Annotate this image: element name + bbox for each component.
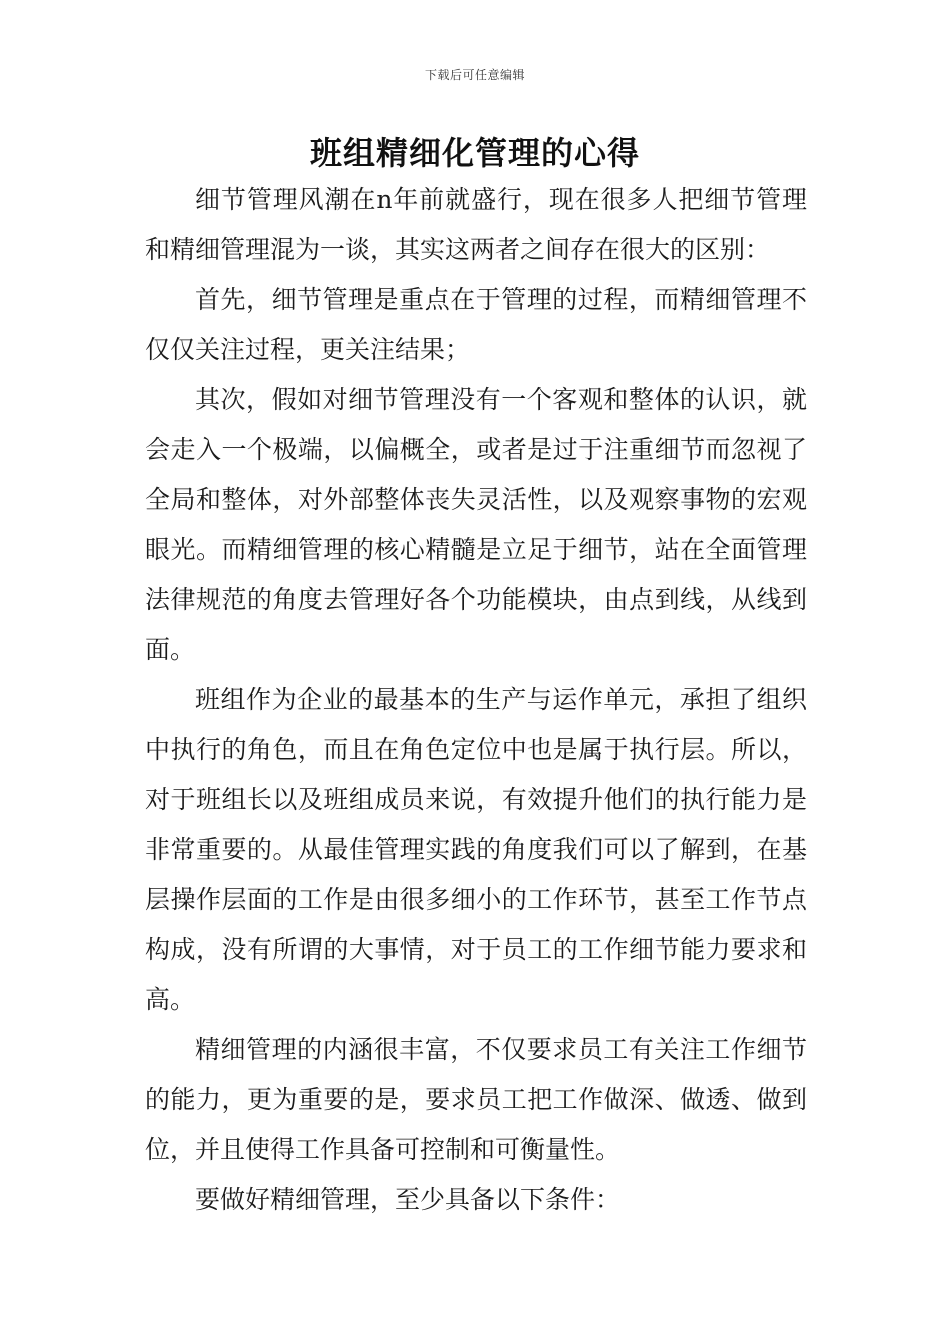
document-title: 班组精细化管理的心得 bbox=[309, 134, 640, 172]
paragraph-2: 首先，细节管理是重点在于管理的过程，而精细管理不仅仅关注过程，更关注结果； bbox=[145, 285, 807, 364]
header-note: 下载后可任意编辑 bbox=[424, 68, 525, 82]
paragraph-3: 其次，假如对细节管理没有一个客观和整体的认识，就会走入一个极端，以偏概全，或者是过于注重细节而忽视了全局和整体，对外部整体丧失灵活性，以及观察事物的宏观眼光。而精细管理的核心精髓是立足于细节，站在全面管理法律规范的角度去管理好各个功能模块，由点到线，从线到面。 bbox=[145, 385, 807, 664]
paragraph-6: 要做好精细管理，至少具备以下条件： bbox=[195, 1185, 621, 1214]
document-body bbox=[145, 175, 807, 1225]
paragraph-1: 细节管理风潮在n年前就盛行，现在很多人把细节管理和精细管理混为一谈，其实这两者之间存在很大的区别： bbox=[145, 185, 807, 264]
paragraph-4: 班组作为企业的最基本的生产与运作单元，承担了组织中执行的角色，而且在角色定位中也是属于执行层。所以，对于班组长以及班组成员来说，有效提升他们的执行能力是非常重要的。从最佳管理实践的角度我们可以了解到，在基层操作层面的工作是由很多细小的工作环节，甚至工作节点构成，没有所谓的大事情，对于员工的工作细节能力要求和高。 bbox=[145, 685, 807, 1014]
paragraph-5: 精细管理的内涵很丰富，不仅要求员工有关注工作细节的能力，更为重要的是，要求员工把工作做深、做透、做到位，并且使得工作具备可控制和可衡量性。 bbox=[145, 1035, 807, 1164]
